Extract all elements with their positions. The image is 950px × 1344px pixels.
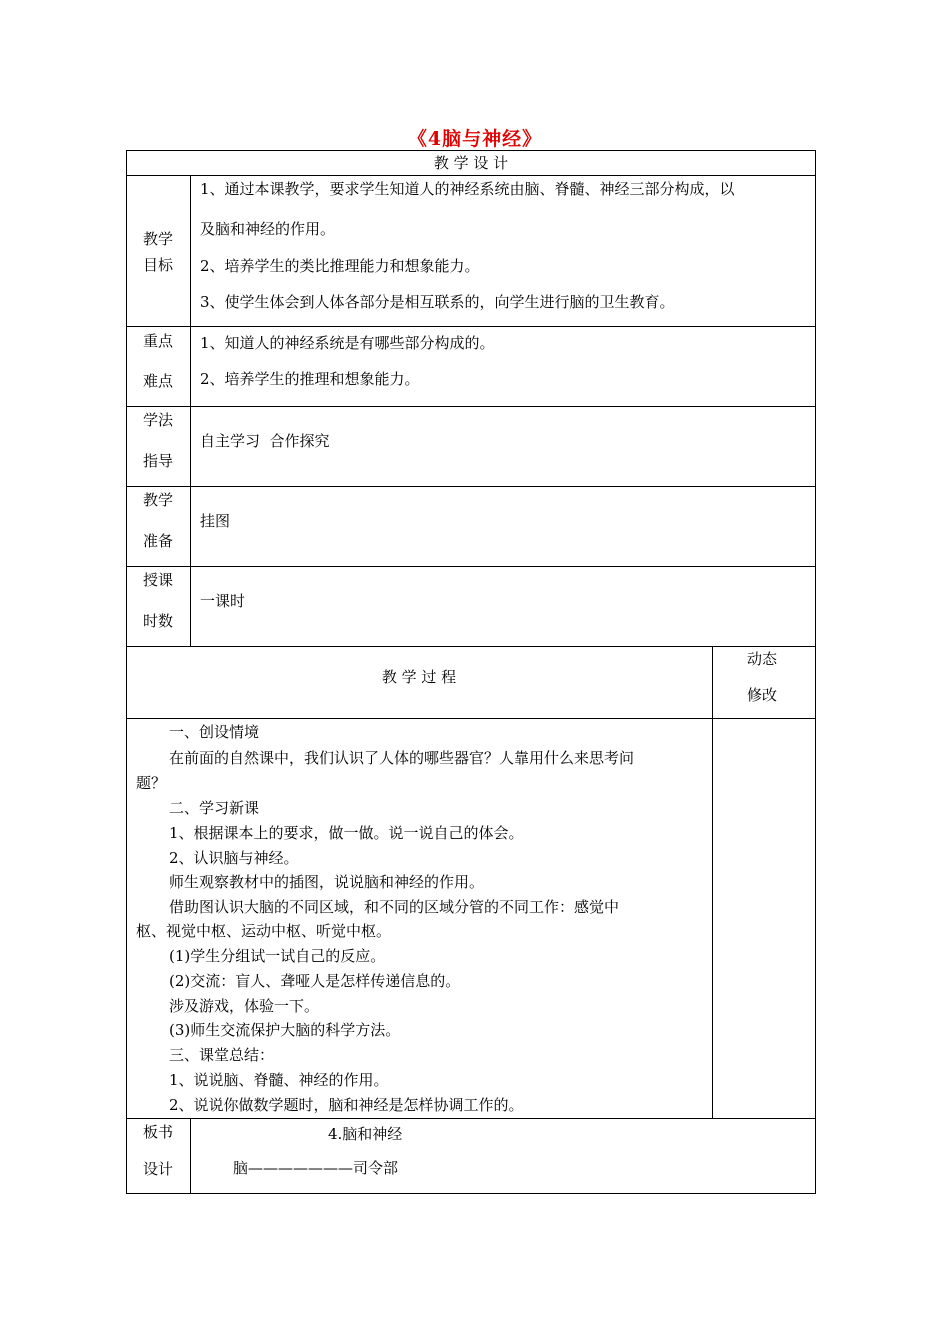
duration-text: 一课时: [200, 592, 246, 610]
board-text: 脑———————司令部: [233, 1159, 399, 1177]
process-line: 题？: [136, 774, 167, 792]
method-label: 学法: [143, 411, 174, 429]
key-points-label: 重点: [143, 332, 174, 350]
key-points-text: 2、培养学生的推理和想象能力。: [200, 370, 420, 388]
process-line: (3)师生交流保护大脑的科学方法。: [169, 1021, 401, 1039]
method-label: 指导: [143, 452, 174, 470]
process-side-label: 动态: [747, 650, 778, 668]
board-title: 4.脑和神经: [328, 1125, 403, 1143]
key-points-text: 1、知道人的神经系统是有哪些部分构成的。: [200, 334, 495, 352]
process-line: (2)交流：盲人、聋哑人是怎样传递信息的。: [169, 972, 461, 990]
row-divider: [126, 1118, 816, 1119]
objectives-text: 1、通过本课教学，要求学生知道人的神经系统由脑、脊髓、神经三部分构成，以: [200, 180, 735, 198]
duration-label: 授课: [143, 571, 174, 589]
key-points-label: 难点: [143, 372, 174, 390]
duration-label: 时数: [143, 612, 174, 630]
process-line: 在前面的自然课中，我们认识了人体的哪些器官？人靠用什么来思考问: [169, 749, 635, 767]
row-divider: [126, 406, 816, 407]
process-line: 师生观察教材中的插图，说说脑和神经的作用。: [169, 873, 485, 891]
row-divider: [126, 486, 816, 487]
method-text: 自主学习 合作探究: [200, 432, 330, 450]
process-line: 2、说说你做数学题时，脑和神经是怎样协调工作的。: [169, 1096, 524, 1114]
document-title: 《4脑与神经》: [407, 128, 543, 150]
process-line: 借助图认识大脑的不同区域，和不同的区域分管的不同工作：感觉中: [169, 898, 620, 916]
objectives-text: 3、使学生体会到人体各部分是相互联系的，向学生进行脑的卫生教育。: [200, 293, 675, 311]
process-line: 2、认识脑与神经。: [169, 849, 299, 867]
process-side-label: 修改: [747, 686, 778, 704]
process-line: 枢、视觉中枢、运动中枢、听觉中枢。: [136, 922, 392, 940]
preparation-label: 教学: [143, 491, 174, 509]
preparation-text: 挂图: [200, 512, 231, 530]
objectives-label: 教学: [143, 230, 174, 248]
process-line: 一、创设情境: [169, 723, 260, 741]
process-line: 二、学习新课: [169, 799, 260, 817]
row-divider: [126, 175, 816, 176]
side-column-divider: [712, 646, 713, 1118]
objectives-text: 及脑和神经的作用。: [200, 220, 336, 238]
preparation-label: 准备: [143, 532, 174, 550]
process-line: 三、课堂总结：: [169, 1046, 275, 1064]
label-column-divider: [190, 1118, 191, 1194]
objectives-text: 2、培养学生的类比推理能力和想象能力。: [200, 257, 480, 275]
process-line: 涉及游戏，体验一下。: [169, 997, 320, 1015]
board-label: 设计: [143, 1160, 174, 1178]
row-divider: [126, 566, 816, 567]
table-header: 教 学 设 计: [433, 154, 509, 172]
board-label: 板书: [143, 1123, 174, 1141]
process-line: (1)学生分组试一试自己的反应。: [169, 947, 386, 965]
process-header: 教 学 过 程: [381, 668, 457, 686]
row-divider: [126, 326, 816, 327]
process-line: 1、说说脑、脊髓、神经的作用。: [169, 1071, 389, 1089]
process-line: 1、根据课本上的要求，做一做。说一说自己的体会。: [169, 824, 524, 842]
objectives-label: 目标: [143, 256, 174, 274]
label-column-divider: [190, 175, 191, 646]
